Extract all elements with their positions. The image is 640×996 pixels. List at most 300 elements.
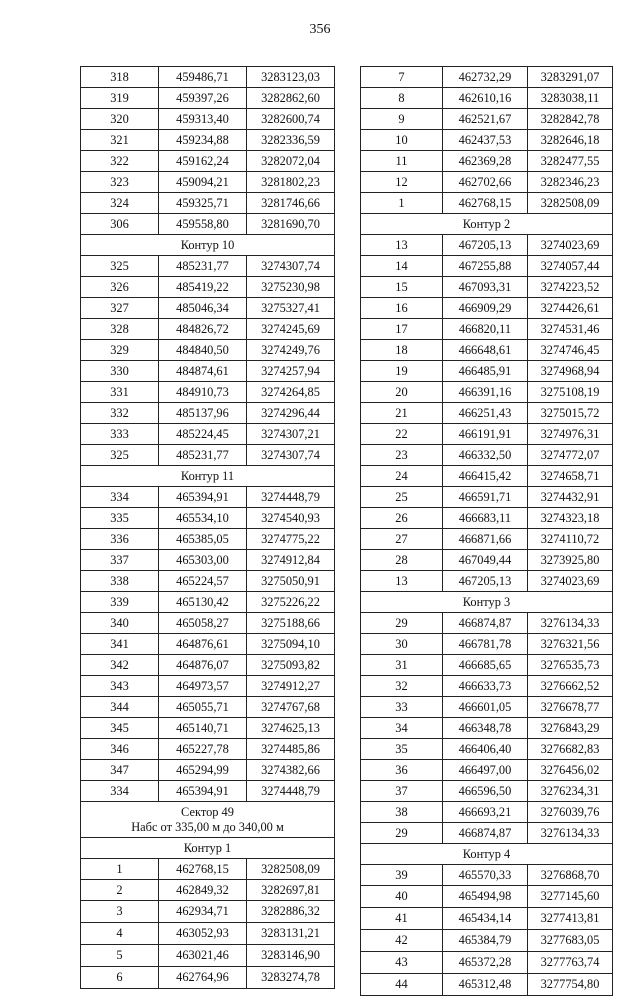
y-coordinate-cell: 3276134,33 bbox=[528, 613, 613, 634]
point-number-cell: 43 bbox=[361, 952, 443, 974]
table-row bbox=[361, 676, 613, 697]
table-row bbox=[81, 697, 335, 718]
y-coordinate-cell: 3274448,79 bbox=[247, 781, 335, 802]
point-number-cell: 320 bbox=[81, 109, 159, 130]
table-row bbox=[361, 781, 613, 802]
point-number-cell: 33 bbox=[361, 697, 443, 718]
y-coordinate-cell: 3282072,04 bbox=[247, 151, 335, 172]
x-coordinate-cell: 485224,45 bbox=[159, 424, 247, 445]
table-row bbox=[361, 466, 613, 487]
x-coordinate-cell: 466820,11 bbox=[443, 319, 528, 340]
x-coordinate-cell: 484910,73 bbox=[159, 382, 247, 403]
point-number-cell: 4 bbox=[81, 923, 159, 945]
point-number-cell: 22 bbox=[361, 424, 443, 445]
point-number-cell: 14 bbox=[361, 256, 443, 277]
table-row bbox=[81, 655, 335, 676]
x-coordinate-cell: 462521,67 bbox=[443, 109, 528, 130]
x-coordinate-cell: 462764,96 bbox=[159, 967, 247, 989]
y-coordinate-cell: 3274296,44 bbox=[247, 403, 335, 424]
point-number-cell: 18 bbox=[361, 340, 443, 361]
point-number-cell: 326 bbox=[81, 277, 159, 298]
x-coordinate-cell: 466251,43 bbox=[443, 403, 528, 424]
point-number-cell: 17 bbox=[361, 319, 443, 340]
point-number-cell: 16 bbox=[361, 298, 443, 319]
point-number-cell: 40 bbox=[361, 886, 443, 908]
x-coordinate-cell: 459162,24 bbox=[159, 151, 247, 172]
point-number-cell: 13 bbox=[361, 571, 443, 592]
y-coordinate-cell: 3276321,56 bbox=[528, 634, 613, 655]
table-row bbox=[81, 529, 335, 550]
y-coordinate-cell: 3282346,23 bbox=[528, 172, 613, 193]
point-number-cell: 37 bbox=[361, 781, 443, 802]
table-row bbox=[361, 823, 613, 844]
y-coordinate-cell: 3274307,74 bbox=[247, 256, 335, 277]
y-coordinate-cell: 3283291,07 bbox=[528, 67, 613, 88]
table-row bbox=[81, 424, 335, 445]
y-coordinate-cell: 3274540,93 bbox=[247, 508, 335, 529]
table-row bbox=[81, 634, 335, 655]
x-coordinate-cell: 464876,07 bbox=[159, 655, 247, 676]
table-row bbox=[361, 908, 613, 930]
y-coordinate-cell: 3275094,10 bbox=[247, 634, 335, 655]
x-coordinate-cell: 467205,13 bbox=[443, 571, 528, 592]
table-row bbox=[81, 901, 335, 923]
x-coordinate-cell: 466693,21 bbox=[443, 802, 528, 823]
table-row bbox=[81, 923, 335, 945]
table-row bbox=[81, 571, 335, 592]
x-coordinate-cell: 467049,44 bbox=[443, 550, 528, 571]
point-number-cell: 21 bbox=[361, 403, 443, 424]
y-coordinate-cell: 3274976,31 bbox=[528, 424, 613, 445]
table-row bbox=[81, 403, 335, 424]
point-number-cell: 15 bbox=[361, 277, 443, 298]
table-row bbox=[81, 880, 335, 901]
table-row bbox=[81, 340, 335, 361]
point-number-cell: 30 bbox=[361, 634, 443, 655]
x-coordinate-cell: 485419,22 bbox=[159, 277, 247, 298]
table-row bbox=[361, 571, 613, 592]
point-number-cell: 29 bbox=[361, 823, 443, 844]
point-number-cell: 306 bbox=[81, 214, 159, 235]
y-coordinate-cell: 3274625,13 bbox=[247, 718, 335, 739]
y-coordinate-cell: 3282336,59 bbox=[247, 130, 335, 151]
table-row bbox=[361, 130, 613, 151]
y-coordinate-cell: 3282600,74 bbox=[247, 109, 335, 130]
point-number-cell: 20 bbox=[361, 382, 443, 403]
table-row bbox=[361, 67, 613, 88]
x-coordinate-cell: 465434,14 bbox=[443, 908, 528, 930]
table-row bbox=[81, 109, 335, 130]
point-number-cell: 41 bbox=[361, 908, 443, 930]
y-coordinate-cell: 3283131,21 bbox=[247, 923, 335, 945]
y-coordinate-cell: 3282477,55 bbox=[528, 151, 613, 172]
y-coordinate-cell: 3274767,68 bbox=[247, 697, 335, 718]
point-number-cell: 343 bbox=[81, 676, 159, 697]
y-coordinate-cell: 3273925,80 bbox=[528, 550, 613, 571]
y-coordinate-cell: 3274485,86 bbox=[247, 739, 335, 760]
y-coordinate-cell: 3276678,77 bbox=[528, 697, 613, 718]
table-row bbox=[361, 235, 613, 256]
x-coordinate-cell: 459397,26 bbox=[159, 88, 247, 109]
x-coordinate-cell: 485046,34 bbox=[159, 298, 247, 319]
table-row bbox=[81, 781, 335, 802]
x-coordinate-cell: 465384,79 bbox=[443, 930, 528, 952]
x-coordinate-cell: 462768,15 bbox=[159, 859, 247, 880]
contour-header: Контур 11 bbox=[81, 466, 335, 487]
y-coordinate-cell: 3276868,70 bbox=[528, 865, 613, 886]
table-row bbox=[81, 487, 335, 508]
table-row bbox=[361, 193, 613, 214]
y-coordinate-cell: 3283038,11 bbox=[528, 88, 613, 109]
x-coordinate-cell: 462768,15 bbox=[443, 193, 528, 214]
y-coordinate-cell: 3275327,41 bbox=[247, 298, 335, 319]
contour-header: Контур 4 bbox=[361, 844, 613, 865]
point-number-cell: 328 bbox=[81, 319, 159, 340]
table-row bbox=[81, 445, 335, 466]
y-coordinate-cell: 3276682,83 bbox=[528, 739, 613, 760]
x-coordinate-cell: 459234,88 bbox=[159, 130, 247, 151]
point-number-cell: 1 bbox=[81, 859, 159, 880]
point-number-cell: 335 bbox=[81, 508, 159, 529]
point-number-cell: 1 bbox=[361, 193, 443, 214]
sector-header bbox=[81, 802, 335, 838]
point-number-cell: 27 bbox=[361, 529, 443, 550]
y-coordinate-cell: 3274746,45 bbox=[528, 340, 613, 361]
point-number-cell: 31 bbox=[361, 655, 443, 676]
x-coordinate-cell: 466871,66 bbox=[443, 529, 528, 550]
y-coordinate-cell: 3283146,90 bbox=[247, 945, 335, 967]
point-number-cell: 331 bbox=[81, 382, 159, 403]
x-coordinate-cell: 459325,71 bbox=[159, 193, 247, 214]
y-coordinate-cell: 3277145,60 bbox=[528, 886, 613, 908]
point-number-cell: 327 bbox=[81, 298, 159, 319]
point-number-cell: 25 bbox=[361, 487, 443, 508]
table-row bbox=[81, 319, 335, 340]
x-coordinate-cell: 465372,28 bbox=[443, 952, 528, 974]
table-row bbox=[81, 151, 335, 172]
section-header-row bbox=[361, 844, 613, 865]
y-coordinate-cell: 3274912,27 bbox=[247, 676, 335, 697]
table-row bbox=[361, 424, 613, 445]
y-coordinate-cell: 3274382,66 bbox=[247, 760, 335, 781]
y-coordinate-cell: 3274448,79 bbox=[247, 487, 335, 508]
y-coordinate-cell: 3277413,81 bbox=[528, 908, 613, 930]
y-coordinate-cell: 3274110,72 bbox=[528, 529, 613, 550]
table-row bbox=[361, 760, 613, 781]
point-number-cell: 19 bbox=[361, 361, 443, 382]
table-row bbox=[361, 613, 613, 634]
x-coordinate-cell: 467205,13 bbox=[443, 235, 528, 256]
section-header-row bbox=[361, 592, 613, 613]
x-coordinate-cell: 466391,16 bbox=[443, 382, 528, 403]
point-number-cell: 3 bbox=[81, 901, 159, 923]
point-number-cell: 11 bbox=[361, 151, 443, 172]
table-row bbox=[81, 256, 335, 277]
y-coordinate-cell: 3274968,94 bbox=[528, 361, 613, 382]
x-coordinate-cell: 466191,91 bbox=[443, 424, 528, 445]
table-row bbox=[361, 550, 613, 571]
y-coordinate-cell: 3274323,18 bbox=[528, 508, 613, 529]
table-row bbox=[361, 508, 613, 529]
point-number-cell: 340 bbox=[81, 613, 159, 634]
y-coordinate-cell: 3274245,69 bbox=[247, 319, 335, 340]
x-coordinate-cell: 465394,91 bbox=[159, 781, 247, 802]
point-number-cell: 323 bbox=[81, 172, 159, 193]
y-coordinate-cell: 3274432,91 bbox=[528, 487, 613, 508]
table-row bbox=[361, 886, 613, 908]
table-row bbox=[361, 277, 613, 298]
point-number-cell: 36 bbox=[361, 760, 443, 781]
x-coordinate-cell: 465227,78 bbox=[159, 739, 247, 760]
y-coordinate-cell: 3275230,98 bbox=[247, 277, 335, 298]
x-coordinate-cell: 465534,10 bbox=[159, 508, 247, 529]
table-row bbox=[81, 172, 335, 193]
point-number-cell: 32 bbox=[361, 676, 443, 697]
y-coordinate-cell: 3282862,60 bbox=[247, 88, 335, 109]
x-coordinate-cell: 466633,73 bbox=[443, 676, 528, 697]
x-coordinate-cell: 465312,48 bbox=[443, 974, 528, 996]
x-coordinate-cell: 462732,29 bbox=[443, 67, 528, 88]
y-coordinate-cell: 3274057,44 bbox=[528, 256, 613, 277]
point-number-cell: 345 bbox=[81, 718, 159, 739]
x-coordinate-cell: 463052,93 bbox=[159, 923, 247, 945]
point-number-cell: 344 bbox=[81, 697, 159, 718]
y-coordinate-cell: 3283274,78 bbox=[247, 967, 335, 989]
contour-header: Контур 1 bbox=[81, 838, 335, 859]
point-number-cell: 29 bbox=[361, 613, 443, 634]
contour-header: Контур 2 bbox=[361, 214, 613, 235]
x-coordinate-cell: 465394,91 bbox=[159, 487, 247, 508]
table-row bbox=[361, 655, 613, 676]
table-row bbox=[81, 382, 335, 403]
y-coordinate-cell: 3282842,78 bbox=[528, 109, 613, 130]
table-row bbox=[81, 277, 335, 298]
y-coordinate-cell: 3274023,69 bbox=[528, 571, 613, 592]
section-header-row bbox=[81, 802, 335, 838]
point-number-cell: 13 bbox=[361, 235, 443, 256]
x-coordinate-cell: 485137,96 bbox=[159, 403, 247, 424]
x-coordinate-cell: 465130,42 bbox=[159, 592, 247, 613]
point-number-cell: 341 bbox=[81, 634, 159, 655]
x-coordinate-cell: 459313,40 bbox=[159, 109, 247, 130]
table-row bbox=[361, 361, 613, 382]
point-number-cell: 2 bbox=[81, 880, 159, 901]
x-coordinate-cell: 459558,80 bbox=[159, 214, 247, 235]
y-coordinate-cell: 3277763,74 bbox=[528, 952, 613, 974]
section-header-row bbox=[361, 214, 613, 235]
x-coordinate-cell: 466683,11 bbox=[443, 508, 528, 529]
x-coordinate-cell: 462369,28 bbox=[443, 151, 528, 172]
coordinates-table-right bbox=[360, 66, 613, 996]
table-row bbox=[361, 109, 613, 130]
table-row bbox=[81, 550, 335, 571]
x-coordinate-cell: 484874,61 bbox=[159, 361, 247, 382]
table-row bbox=[81, 739, 335, 760]
table-row bbox=[361, 403, 613, 424]
x-coordinate-cell: 484826,72 bbox=[159, 319, 247, 340]
x-coordinate-cell: 465570,33 bbox=[443, 865, 528, 886]
table-row bbox=[361, 634, 613, 655]
point-number-cell: 44 bbox=[361, 974, 443, 996]
table-row bbox=[81, 508, 335, 529]
x-coordinate-cell: 466332,50 bbox=[443, 445, 528, 466]
point-number-cell: 339 bbox=[81, 592, 159, 613]
table-row bbox=[81, 613, 335, 634]
section-header-row bbox=[81, 838, 335, 859]
x-coordinate-cell: 466909,29 bbox=[443, 298, 528, 319]
y-coordinate-cell: 3275108,19 bbox=[528, 382, 613, 403]
x-coordinate-cell: 464876,61 bbox=[159, 634, 247, 655]
y-coordinate-cell: 3275093,82 bbox=[247, 655, 335, 676]
point-number-cell: 38 bbox=[361, 802, 443, 823]
table-row bbox=[361, 930, 613, 952]
point-number-cell: 34 bbox=[361, 718, 443, 739]
point-number-cell: 10 bbox=[361, 130, 443, 151]
y-coordinate-cell: 3274223,52 bbox=[528, 277, 613, 298]
x-coordinate-cell: 462437,53 bbox=[443, 130, 528, 151]
x-coordinate-cell: 459094,21 bbox=[159, 172, 247, 193]
y-coordinate-cell: 3274775,22 bbox=[247, 529, 335, 550]
table-row bbox=[361, 88, 613, 109]
x-coordinate-cell: 466874,87 bbox=[443, 823, 528, 844]
x-coordinate-cell: 466648,61 bbox=[443, 340, 528, 361]
point-number-cell: 12 bbox=[361, 172, 443, 193]
x-coordinate-cell: 485231,77 bbox=[159, 445, 247, 466]
x-coordinate-cell: 462849,32 bbox=[159, 880, 247, 901]
point-number-cell: 324 bbox=[81, 193, 159, 214]
y-coordinate-cell: 3276843,29 bbox=[528, 718, 613, 739]
y-coordinate-cell: 3275050,91 bbox=[247, 571, 335, 592]
x-coordinate-cell: 465224,57 bbox=[159, 571, 247, 592]
x-coordinate-cell: 466485,91 bbox=[443, 361, 528, 382]
x-coordinate-cell: 465055,71 bbox=[159, 697, 247, 718]
point-number-cell: 342 bbox=[81, 655, 159, 676]
table-row bbox=[81, 859, 335, 880]
point-number-cell: 39 bbox=[361, 865, 443, 886]
point-number-cell: 329 bbox=[81, 340, 159, 361]
point-number-cell: 9 bbox=[361, 109, 443, 130]
point-number-cell: 23 bbox=[361, 445, 443, 466]
x-coordinate-cell: 465058,27 bbox=[159, 613, 247, 634]
point-number-cell: 346 bbox=[81, 739, 159, 760]
point-number-cell: 330 bbox=[81, 361, 159, 382]
x-coordinate-cell: 466781,78 bbox=[443, 634, 528, 655]
table-row bbox=[81, 214, 335, 235]
table-row bbox=[81, 676, 335, 697]
point-number-cell: 337 bbox=[81, 550, 159, 571]
x-coordinate-cell: 463021,46 bbox=[159, 945, 247, 967]
table-row bbox=[361, 697, 613, 718]
point-number-cell: 347 bbox=[81, 760, 159, 781]
table-row bbox=[81, 88, 335, 109]
x-coordinate-cell: 465385,05 bbox=[159, 529, 247, 550]
table-row bbox=[361, 718, 613, 739]
x-coordinate-cell: 466874,87 bbox=[443, 613, 528, 634]
y-coordinate-cell: 3274772,07 bbox=[528, 445, 613, 466]
table-row bbox=[361, 487, 613, 508]
table-row bbox=[81, 130, 335, 151]
table-row bbox=[361, 256, 613, 277]
table-row bbox=[81, 718, 335, 739]
section-header-row bbox=[81, 235, 335, 256]
y-coordinate-cell: 3282886,32 bbox=[247, 901, 335, 923]
table-row bbox=[361, 952, 613, 974]
coordinates-table-left bbox=[80, 66, 335, 989]
x-coordinate-cell: 465303,00 bbox=[159, 550, 247, 571]
y-coordinate-cell: 3282646,18 bbox=[528, 130, 613, 151]
table-row bbox=[361, 445, 613, 466]
y-coordinate-cell: 3282508,09 bbox=[528, 193, 613, 214]
y-coordinate-cell: 3274307,21 bbox=[247, 424, 335, 445]
x-coordinate-cell: 466406,40 bbox=[443, 739, 528, 760]
x-coordinate-cell: 466591,71 bbox=[443, 487, 528, 508]
y-coordinate-cell: 3283123,03 bbox=[247, 67, 335, 88]
sector-title: Сектор 49 bbox=[181, 804, 234, 819]
table-row bbox=[81, 945, 335, 967]
y-coordinate-cell: 3274912,84 bbox=[247, 550, 335, 571]
y-coordinate-cell: 3276456,02 bbox=[528, 760, 613, 781]
x-coordinate-cell: 467255,88 bbox=[443, 256, 528, 277]
x-coordinate-cell: 485231,77 bbox=[159, 256, 247, 277]
x-coordinate-cell: 462702,66 bbox=[443, 172, 528, 193]
table-row bbox=[81, 361, 335, 382]
point-number-cell: 319 bbox=[81, 88, 159, 109]
point-number-cell: 8 bbox=[361, 88, 443, 109]
y-coordinate-cell: 3274264,85 bbox=[247, 382, 335, 403]
y-coordinate-cell: 3277754,80 bbox=[528, 974, 613, 996]
y-coordinate-cell: 3281802,23 bbox=[247, 172, 335, 193]
point-number-cell: 332 bbox=[81, 403, 159, 424]
point-number-cell: 318 bbox=[81, 67, 159, 88]
y-coordinate-cell: 3282697,81 bbox=[247, 880, 335, 901]
y-coordinate-cell: 3281746,66 bbox=[247, 193, 335, 214]
table-row bbox=[361, 151, 613, 172]
section-header-row bbox=[81, 466, 335, 487]
table-row bbox=[361, 340, 613, 361]
y-coordinate-cell: 3274307,74 bbox=[247, 445, 335, 466]
point-number-cell: 322 bbox=[81, 151, 159, 172]
y-coordinate-cell: 3274249,76 bbox=[247, 340, 335, 361]
table-row bbox=[81, 67, 335, 88]
table-row bbox=[361, 319, 613, 340]
x-coordinate-cell: 465494,98 bbox=[443, 886, 528, 908]
point-number-cell: 5 bbox=[81, 945, 159, 967]
x-coordinate-cell: 465140,71 bbox=[159, 718, 247, 739]
x-coordinate-cell: 467093,31 bbox=[443, 277, 528, 298]
point-number-cell: 42 bbox=[361, 930, 443, 952]
table-row bbox=[361, 802, 613, 823]
y-coordinate-cell: 3276234,31 bbox=[528, 781, 613, 802]
point-number-cell: 26 bbox=[361, 508, 443, 529]
table-row bbox=[81, 193, 335, 214]
table-row bbox=[361, 739, 613, 760]
table-row bbox=[81, 760, 335, 781]
x-coordinate-cell: 466415,42 bbox=[443, 466, 528, 487]
point-number-cell: 35 bbox=[361, 739, 443, 760]
y-coordinate-cell: 3276039,76 bbox=[528, 802, 613, 823]
table-row bbox=[81, 298, 335, 319]
point-number-cell: 334 bbox=[81, 487, 159, 508]
point-number-cell: 321 bbox=[81, 130, 159, 151]
point-number-cell: 24 bbox=[361, 466, 443, 487]
contour-header: Контур 10 bbox=[81, 235, 335, 256]
y-coordinate-cell: 3281690,70 bbox=[247, 214, 335, 235]
y-coordinate-cell: 3277683,05 bbox=[528, 930, 613, 952]
y-coordinate-cell: 3274257,94 bbox=[247, 361, 335, 382]
x-coordinate-cell: 466596,50 bbox=[443, 781, 528, 802]
table-row bbox=[81, 967, 335, 989]
table-row bbox=[81, 592, 335, 613]
